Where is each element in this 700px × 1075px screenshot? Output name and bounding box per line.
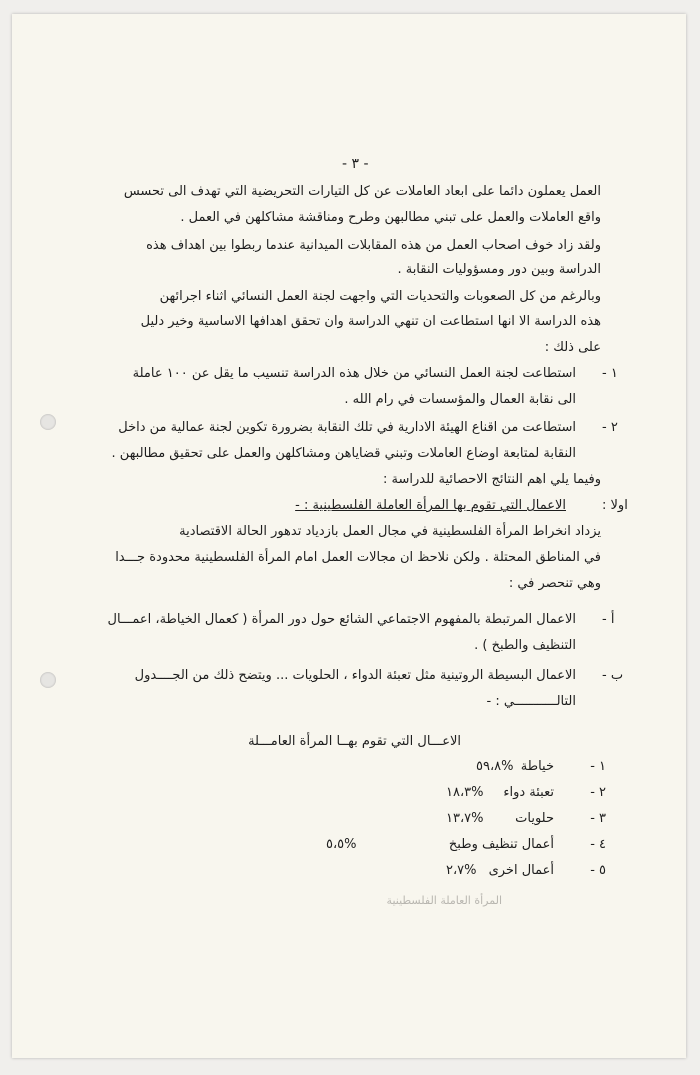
table-row	[326, 863, 606, 881]
list-item-line: استطاعت لجنة العمل النسائي من خلال هذه الدراسة تنسيب ما يقل عن ١٠٠ عاملة	[132, 366, 576, 381]
section-title: الاعمال التي تقوم بها المرأة العاملة الفلسطينية : -	[295, 498, 566, 513]
row-value: %٥٩،٨	[476, 759, 514, 774]
faded-bleedthrough-text: المرأة العاملة الفلسطينية	[386, 894, 502, 907]
item-mark: أ -	[602, 612, 615, 627]
row-number: ١ -	[590, 759, 606, 774]
paragraph-line: العمل يعملون دائما على ابعاد العاملات عن كل التيارات التحريضية التي تهدف الى تحسس	[123, 184, 601, 199]
row-number: ٤ -	[590, 837, 606, 852]
paragraph-line: على ذلك :	[544, 340, 601, 355]
list-number: ٢ -	[602, 420, 618, 435]
table-row	[326, 811, 606, 829]
row-label: أعمال اخرى	[488, 863, 554, 878]
row-value: %٢،٧	[446, 863, 477, 878]
row-label: أعمال تنظيف وطبخ	[448, 837, 554, 852]
table-row	[326, 785, 606, 803]
section-mark: اولا :	[602, 498, 628, 513]
document-page	[12, 14, 686, 1058]
list-item-line: استطاعت من اقناع الهيئة الادارية في تلك النقابة بضرورة تكوين لجنة عمالية من داخل	[118, 420, 576, 435]
item-line: التالـــــــــــي : -	[486, 694, 576, 709]
paragraph-line: واقع العاملات والعمل على تبني مطالبهن وطرح ومناقشة مشاكلهن في العمل .	[180, 210, 601, 225]
punch-hole-bottom	[40, 672, 56, 688]
paragraph-line: وبالرغم من كل الصعوبات والتحديات التي واجهت لجنة العمل النسائي اثناء اجرائهن	[159, 289, 601, 304]
list-number: ١ -	[602, 366, 618, 381]
section-line: وهي تنحصر في :	[508, 576, 601, 591]
row-value: %٥،٥	[326, 837, 357, 852]
row-value: %١٣،٧	[446, 811, 484, 826]
table-title: الاعـــال التي تقوم بهــا المرأة العامـــلة	[248, 734, 461, 749]
page-number: - ٣ -	[342, 156, 369, 172]
list-item-line: الى نقابة العمال والمؤسسات في رام الله .	[344, 392, 576, 407]
section-line: في المناطق المحتلة . ولكن نلاحظ ان مجالات العمل امام المرأة الفلسطينية محدودة جـــدا	[115, 550, 601, 565]
row-label: خياطة	[520, 759, 554, 774]
section-line: يزداد انخراط المرأة الفلسطينية في مجال العمل بازدياد تدهور الحالة الاقتصادية	[179, 524, 601, 539]
item-line: التنظيف والطبخ ) .	[474, 638, 576, 653]
punch-hole-top	[40, 414, 56, 430]
row-number: ٢ -	[590, 785, 606, 800]
row-label: حلويات	[515, 811, 554, 826]
table-row	[326, 837, 606, 855]
row-value: %١٨،٣	[446, 785, 484, 800]
row-label: تعبئة دواء	[503, 785, 554, 800]
paragraph-line: ولقد زاد خوف اصحاب العمل من هذه المقابلات الميدانية عندما ربطوا بين اهداف هذه	[146, 238, 601, 253]
paragraph-line: هذه الدراسة الا انها استطاعت ان تنهي الدراسة وان تحقق اهدافها الاساسية وخير دليل	[140, 314, 601, 329]
list-item-line: النقابة لمتابعة اوضاع العاملات وتبني قضاياهن ومشاكلهن والعمل على تحقيق مطالبهن .	[111, 446, 576, 461]
item-line: الاعمال المرتبطة بالمفهوم الاجتماعي الشائع حول دور المرأة ( كعمال الخياطة، اعمـــال	[107, 612, 576, 627]
paragraph-line: الدراسة وبين دور ومسؤوليات النقابة .	[397, 262, 601, 277]
row-number: ٣ -	[590, 811, 606, 826]
item-mark: ب -	[602, 668, 624, 683]
row-number: ٥ -	[590, 863, 606, 878]
item-line: الاعمال البسيطة الروتينية مثل تعبئة الدواء ، الحلويات ... ويتضح ذلك من الجــــدول	[134, 668, 576, 683]
results-intro: وفيما يلي اهم النتائج الاحصائية للدراسة :	[383, 472, 601, 487]
table-row	[326, 759, 606, 777]
